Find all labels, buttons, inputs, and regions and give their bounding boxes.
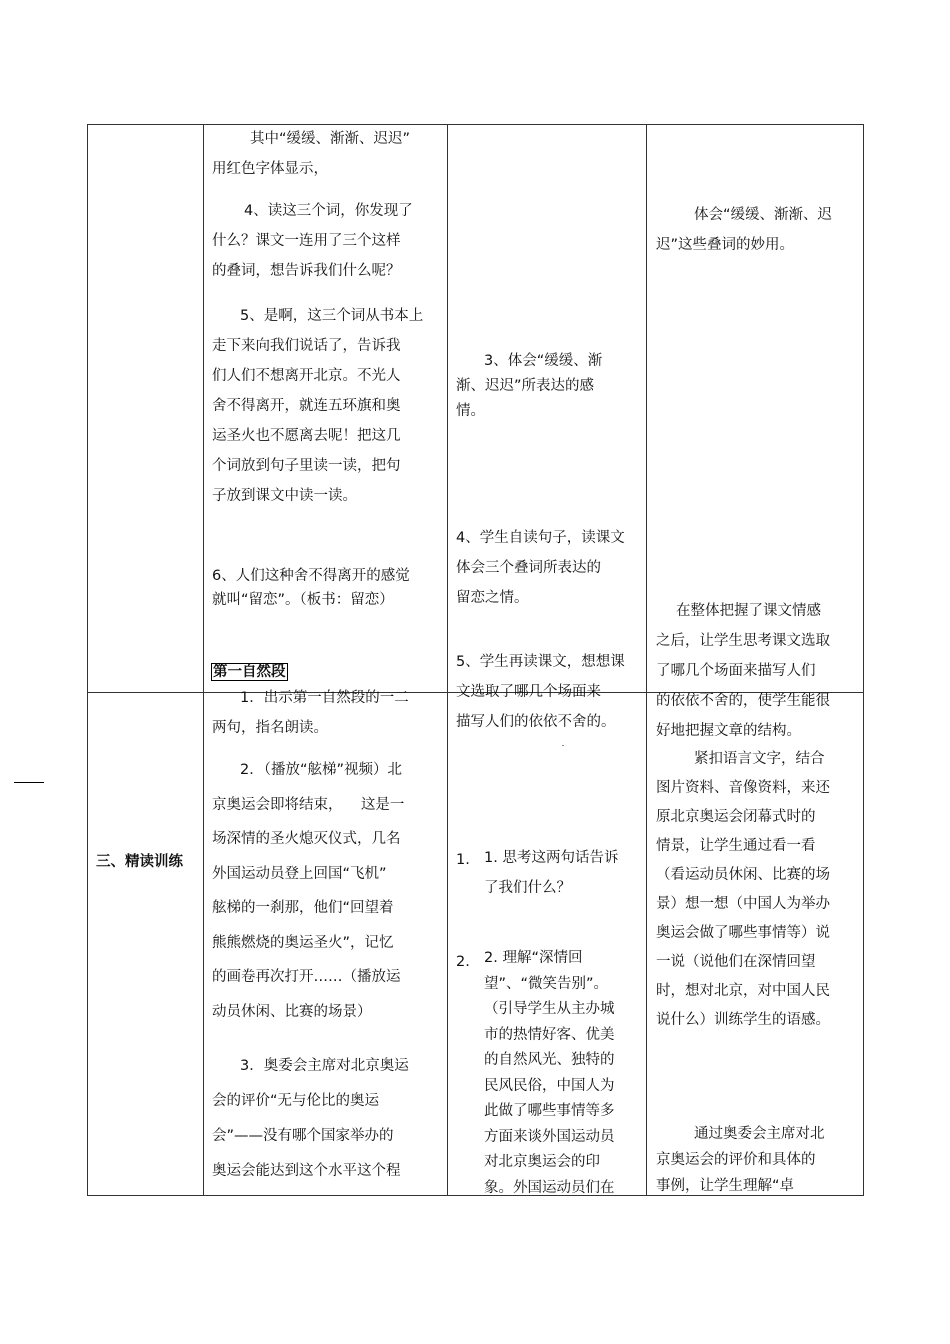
step-2-paragraph <box>212 753 404 1029</box>
text-line: 3、体会“缓缓、渐 <box>484 353 603 369</box>
text-line: 方面来谈外国运动员 <box>484 1128 615 1145</box>
text-line: 走下来向我们说话了，告诉我 <box>212 338 401 354</box>
text-line: 1．出示第一自然段的一二 <box>240 690 409 706</box>
question-6-paragraph <box>212 564 410 612</box>
text-line: 的画卷再次打开……（播放运 <box>212 969 401 985</box>
text-line: 通过奥委会主席对北 <box>694 1126 825 1142</box>
student-step-3 <box>456 349 602 424</box>
text-line: 一说（说他们在深情回望 <box>656 954 816 970</box>
text-line: 的叠词，想告诉我们什么呢？ <box>212 263 401 279</box>
text-line: （看运动员休闲、比赛的场 <box>656 867 830 883</box>
text-line: 了我们什么？ <box>484 880 571 896</box>
intro-paragraph <box>212 124 410 184</box>
text-line: 就叫“留恋”。（板书：留恋） <box>212 592 394 608</box>
text-line: 望”、“微笑告别”。 <box>484 975 609 992</box>
text-line: 时，想对北京，对中国人民 <box>656 983 830 999</box>
text-line: 们人们不想离开北京。不光人 <box>212 368 401 384</box>
text-line: 事例，让学生理解“卓 <box>656 1178 795 1194</box>
text-line: 图片资料、音像资料，来还 <box>656 780 830 796</box>
student-step-4 <box>456 523 625 613</box>
list-item-2 <box>484 946 615 1201</box>
text-line: 3．奥委会主席对北京奥运 <box>240 1058 409 1074</box>
table-left-border <box>87 124 88 1196</box>
text-line: 体会“缓缓、渐渐、迟 <box>694 207 833 223</box>
text-line: 景）想一想（中国人为举办 <box>656 896 830 912</box>
text-line: 留恋之情。 <box>456 590 529 606</box>
text-line: 1. 思考这两句话告诉 <box>484 850 619 866</box>
heading-text: 第一自然段 <box>213 664 286 680</box>
text-line: 京奥运会即将结束， 这是一 <box>212 796 405 813</box>
text-line: 民风民俗，中国人为 <box>484 1077 615 1094</box>
text-line: 此做了哪些事情等多 <box>484 1103 615 1119</box>
text-line: 熊熊燃烧的奥运圣火”，记忆 <box>212 934 394 951</box>
step-3-paragraph <box>212 1049 409 1189</box>
column-divider-3 <box>646 124 647 1196</box>
text-line: 动员休闲、比赛的场景） <box>212 1003 372 1020</box>
column-divider-2 <box>447 124 448 1196</box>
text-line: 奥运会能达到这个水平这个程 <box>212 1163 401 1179</box>
student-step-5 <box>456 647 625 737</box>
text-line: 舷梯的一刹那，他们“回望着 <box>212 900 394 916</box>
text-line: 5、是啊，这三个词从书本上 <box>240 308 424 324</box>
text-line: （引导学生从主办城 <box>484 1001 615 1017</box>
text-line: 象。外国运动员们在 <box>484 1179 615 1196</box>
text-line: 文选取了哪几个场面来 <box>456 684 601 700</box>
text-line: 说什么）训练学生的语感。 <box>656 1012 830 1028</box>
text-line: 京奥运会的评价和具体的 <box>656 1152 816 1168</box>
column-divider-1 <box>203 124 204 1196</box>
margin-dash-mark <box>14 782 44 783</box>
text-line: 用红色字体显示， <box>212 161 328 177</box>
text-line: 会”——没有哪个国家举办的 <box>212 1128 394 1144</box>
design-note-1 <box>656 200 832 260</box>
question-4-paragraph <box>212 196 413 286</box>
text-line: 个词放到句子里读一读，把句 <box>212 458 401 474</box>
text-line: 情景，让学生通过看一看 <box>656 838 816 854</box>
text-line: 在整体把握了课文情感 <box>676 603 821 619</box>
question-5-paragraph <box>212 301 423 511</box>
text-line: 舍不得离开，就连五环旗和奥 <box>212 398 401 414</box>
text-line: 会的评价“无与伦比的奥运 <box>212 1093 380 1109</box>
design-note-4 <box>656 1121 825 1199</box>
text-line: 6、人们这种舍不得离开的感觉 <box>212 568 410 584</box>
text-line: 的依依不舍的，使学生能很 <box>656 693 830 709</box>
text-line: 市的热情好客、优美 <box>484 1026 615 1043</box>
text-line: 原北京奥运会闭幕式时的 <box>656 809 816 825</box>
text-line: 4、读这三个词，你发现了 <box>244 203 413 219</box>
design-note-3 <box>656 745 830 1035</box>
text-line: 子放到课文中读一读。 <box>212 488 357 504</box>
text-line: 情。 <box>456 403 485 419</box>
text-line: 迟”这些叠词的妙用。 <box>656 237 795 253</box>
text-line: 渐、迟迟”所表达的感 <box>456 378 595 394</box>
text-line: 场深情的圣火熄灭仪式，几名 <box>212 831 401 847</box>
text-line: 紧扣语言文字，结合 <box>694 751 825 767</box>
text-line: 外国运动员登上回国“飞机” <box>212 865 387 882</box>
section-label: 三、精读训练 <box>96 854 183 870</box>
text-line: 4、学生自读句子，读课文 <box>456 530 625 546</box>
step-1-paragraph <box>212 683 409 743</box>
text-line: 描写人们的依依不舍的。 <box>456 714 616 730</box>
text-line: 奥运会做了哪些事情等）说 <box>656 925 830 941</box>
text-line: 好地把握文章的结构。 <box>656 723 801 739</box>
text-line: 2．（播放“舷梯”视频）北 <box>240 762 402 778</box>
table-right-border <box>863 124 864 1196</box>
list-number-2: 2. <box>456 954 470 970</box>
list-item-1 <box>484 843 618 903</box>
stray-dot-mark <box>562 745 564 746</box>
text-line: 之后，让学生思考课文选取 <box>656 633 830 649</box>
design-note-2 <box>656 596 830 746</box>
section-heading <box>211 662 288 682</box>
text-line: 的自然风光、独特的 <box>484 1052 615 1068</box>
text-line: 2. 理解“深情回 <box>484 950 583 966</box>
text-line: 体会三个叠词所表达的 <box>456 560 601 576</box>
list-number-1: 1. <box>456 852 470 868</box>
text-line: 其中“缓缓、渐渐、迟迟” <box>250 131 411 147</box>
text-line: 了哪几个场面来描写人们 <box>656 663 816 679</box>
text-line: 5、学生再读课文，想想课 <box>456 654 625 670</box>
text-line: 什么？课文一连用了三个这样 <box>212 233 401 249</box>
text-line: 对北京奥运会的印 <box>484 1154 600 1170</box>
text-line: 运圣火也不愿离去呢！把这几 <box>212 428 401 444</box>
text-line: 两句，指名朗读。 <box>212 720 328 736</box>
